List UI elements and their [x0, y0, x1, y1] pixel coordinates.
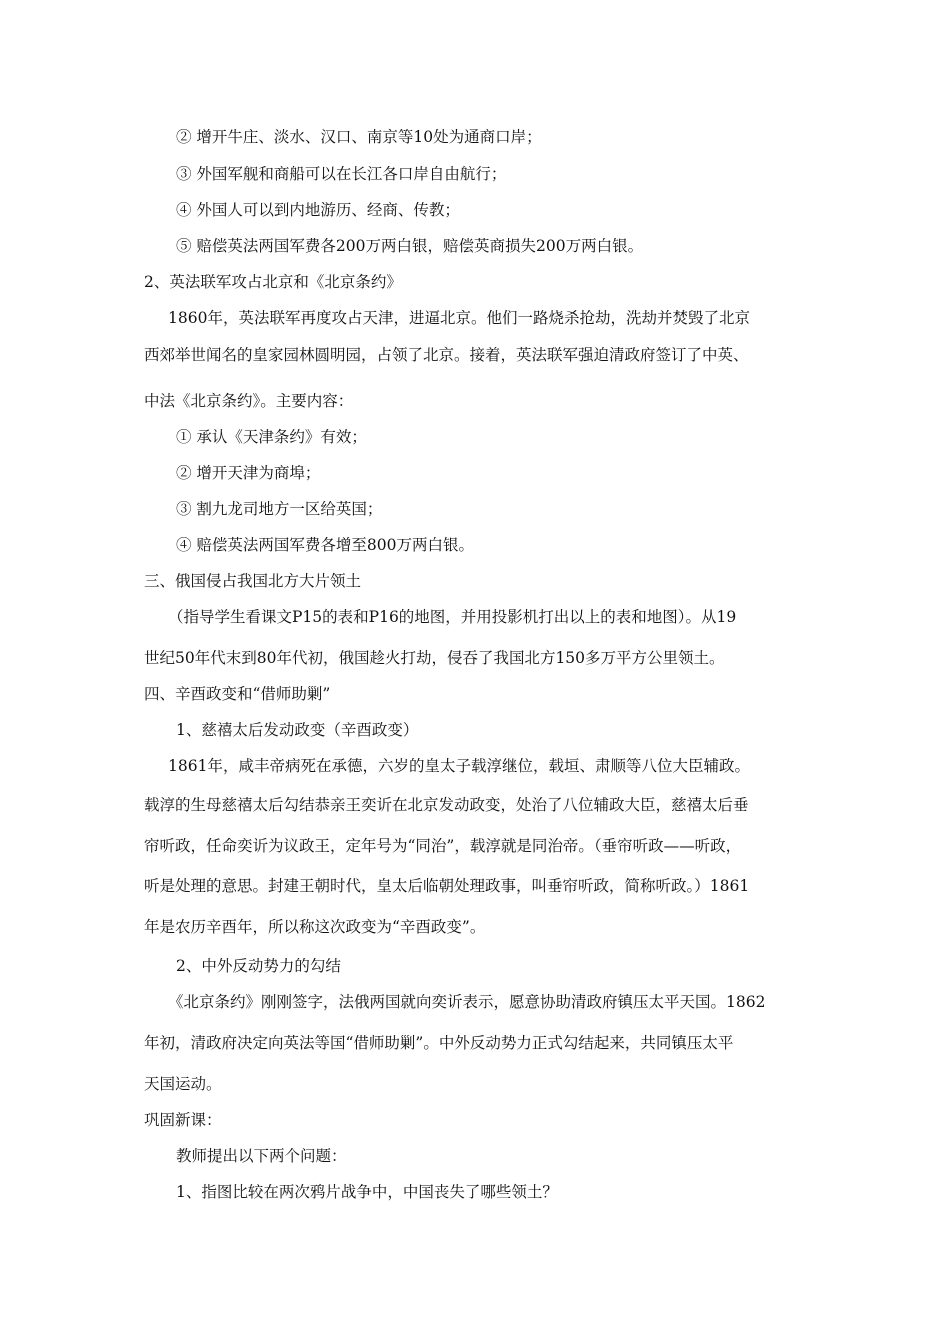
paragraph-line: 年初，清政府决定向英法等国“借师助剿”。中外反动势力正式勾结起来，共同镇压太平	[144, 1034, 734, 1052]
paragraph-line: 世纪50年代末到80年代初，俄国趁火打劫，侵吞了我国北方150多万平方公里领土。	[144, 649, 725, 667]
treaty-item: ③ 割九龙司地方一区给英国；	[176, 500, 383, 518]
treaty-item: ④ 外国人可以到内地游历、经商、传教；	[176, 201, 460, 219]
paragraph-line: （指导学生看课文P15的表和P16的地图，并用投影机打出以上的表和地图）。从19	[168, 608, 737, 626]
treaty-item: ③ 外国军舰和商船可以在长江各口岸自由航行；	[176, 165, 507, 183]
paragraph-line: 教师提出以下两个问题：	[176, 1147, 347, 1165]
treaty-item: ⑤ 赔偿英法两国军费各200万两白银，赔偿英商损失200万两白银。	[176, 237, 644, 255]
section-heading: 三、俄国侵占我国北方大片领土	[144, 572, 362, 590]
treaty-item: ④ 赔偿英法两国军费各增至800万两白银。	[176, 536, 475, 554]
section-heading: 巩固新课：	[144, 1111, 222, 1129]
paragraph-line: 1861年，咸丰帝病死在承德，六岁的皇太子载淳继位，载垣、肃顺等八位大臣辅政。	[168, 757, 750, 775]
treaty-item: ② 增开天津为商埠；	[176, 464, 321, 482]
question-item: 1、指图比较在两次鸦片战争中，中国丧失了哪些领土？	[176, 1183, 558, 1201]
paragraph-line: 听是处理的意思。封建王朝时代，皇太后临朝处理政事，叫垂帘听政，简称听政。）1861	[144, 877, 750, 895]
paragraph-line: 帘听政，任命奕䜣为议政王，定年号为“同治”，载淳就是同治帝。（垂帘听政——听政，	[144, 837, 742, 855]
paragraph-line: 1860年，英法联军再度攻占天津，进逼北京。他们一路烧杀抢劫，洗劫并焚毁了北京	[168, 309, 750, 327]
paragraph-line: 年是农历辛酉年，所以称这次政变为“辛酉政变”。	[144, 918, 486, 936]
subsection-heading: 1、慈禧太后发动政变（辛酉政变）	[176, 721, 419, 739]
paragraph-line: 天国运动。	[144, 1075, 222, 1093]
treaty-item: ① 承认《天津条约》有效；	[176, 428, 367, 446]
treaty-item: ② 增开牛庄、淡水、汉口、南京等10处为通商口岸；	[176, 128, 542, 146]
paragraph-line: 载淳的生母慈禧太后勾结恭亲王奕䜣在北京发动政变，处治了八位辅政大臣，慈禧太后垂	[144, 796, 749, 814]
subsection-heading: 2、中外反动势力的勾结	[176, 957, 341, 975]
paragraph-line: 西郊举世闻名的皇家园林圆明园，占领了北京。接着，英法联军强迫清政府签订了中英、	[144, 346, 749, 364]
section-heading: 四、辛酉政变和“借师助剿”	[144, 685, 331, 703]
paragraph-line: 中法《北京条约》。主要内容：	[144, 392, 354, 410]
paragraph-line: 《北京条约》刚刚签字，法俄两国就向奕䜣表示，愿意协助清政府镇压太平天国。1862	[168, 993, 766, 1011]
section-heading: 2、英法联军攻占北京和《北京条约》	[144, 273, 402, 291]
